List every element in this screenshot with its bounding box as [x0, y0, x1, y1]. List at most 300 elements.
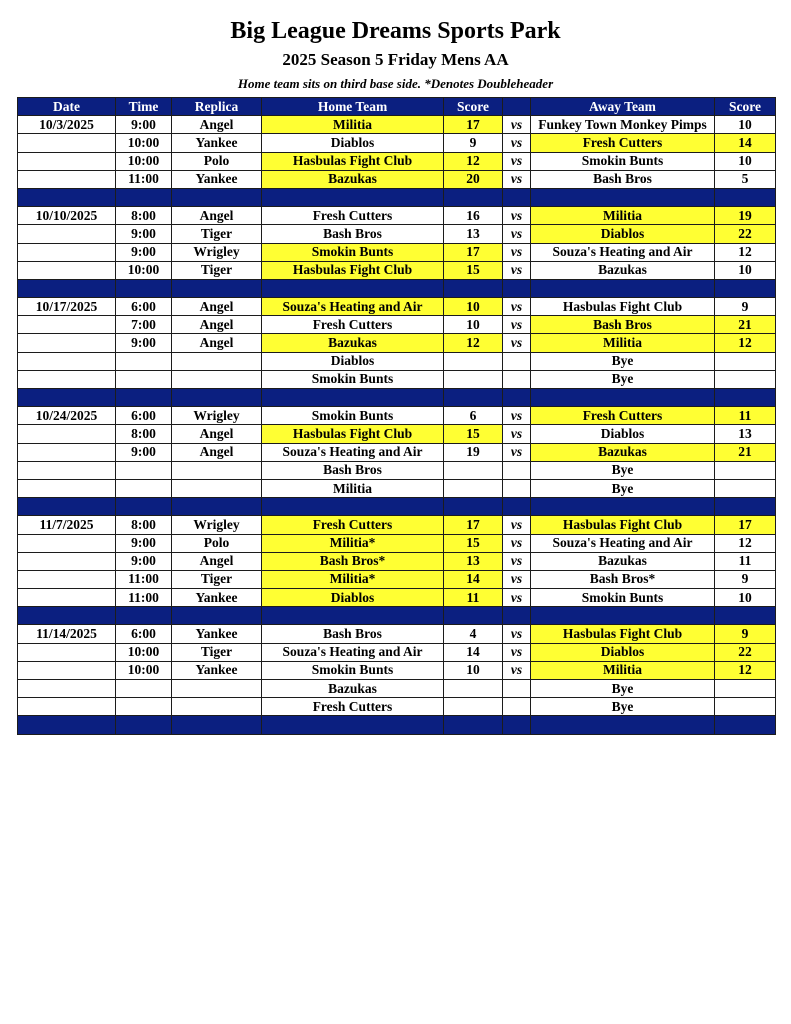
replica-cell: Angel	[172, 316, 262, 334]
separator-cell	[172, 716, 262, 734]
away-team-cell: Souza's Heating and Air	[531, 534, 715, 552]
time-cell: 11:00	[116, 570, 172, 588]
separator-cell	[116, 607, 172, 625]
separator-cell	[715, 188, 776, 206]
home-team-cell: Fresh Cutters	[262, 207, 444, 225]
separator-cell	[18, 607, 116, 625]
table-row	[18, 516, 776, 534]
week-separator-row	[18, 498, 776, 516]
away-team-cell: Bye	[531, 461, 715, 479]
home-score-cell: 4	[444, 625, 503, 643]
table-row	[18, 625, 776, 643]
away-team-cell: Souza's Heating and Air	[531, 243, 715, 261]
vs-cell	[503, 680, 531, 698]
col-header-date: Date	[18, 98, 116, 116]
vs-cell: vs	[503, 225, 531, 243]
replica-cell: Angel	[172, 443, 262, 461]
week-separator-row	[18, 279, 776, 297]
home-team-cell: Smokin Bunts	[262, 407, 444, 425]
replica-cell	[172, 698, 262, 716]
separator-cell	[18, 188, 116, 206]
replica-cell: Polo	[172, 152, 262, 170]
vs-cell: vs	[503, 261, 531, 279]
separator-cell	[715, 389, 776, 407]
home-team-cell: Diablos	[262, 589, 444, 607]
away-score-cell: 13	[715, 425, 776, 443]
vs-cell: vs	[503, 116, 531, 134]
away-team-cell: Militia	[531, 661, 715, 679]
date-cell: 10/10/2025	[18, 207, 116, 225]
date-cell: 10/24/2025	[18, 407, 116, 425]
replica-cell: Wrigley	[172, 516, 262, 534]
separator-cell	[262, 498, 444, 516]
table-row	[18, 425, 776, 443]
table-row	[18, 152, 776, 170]
time-cell: 8:00	[116, 516, 172, 534]
home-score-cell: 16	[444, 207, 503, 225]
page-subtitle: 2025 Season 5 Friday Mens AA	[282, 50, 509, 69]
away-team-cell: Diablos	[531, 643, 715, 661]
away-score-cell: 12	[715, 334, 776, 352]
time-cell: 9:00	[116, 334, 172, 352]
separator-cell	[444, 389, 503, 407]
away-score-cell	[715, 352, 776, 370]
separator-cell	[116, 389, 172, 407]
date-cell	[18, 443, 116, 461]
time-cell: 9:00	[116, 243, 172, 261]
date-cell	[18, 334, 116, 352]
separator-cell	[715, 716, 776, 734]
table-row	[18, 698, 776, 716]
home-score-cell: 19	[444, 443, 503, 461]
home-score-cell: 14	[444, 643, 503, 661]
away-score-cell: 14	[715, 134, 776, 152]
table-header-row	[18, 98, 776, 116]
separator-cell	[172, 498, 262, 516]
date-cell	[18, 425, 116, 443]
away-team-cell: Bazukas	[531, 443, 715, 461]
away-team-cell: Smokin Bunts	[531, 152, 715, 170]
replica-cell: Angel	[172, 116, 262, 134]
separator-cell	[503, 498, 531, 516]
home-team-cell: Bazukas	[262, 680, 444, 698]
col-header-replica: Replica	[172, 98, 262, 116]
time-cell	[116, 680, 172, 698]
home-score-cell: 6	[444, 407, 503, 425]
separator-cell	[18, 498, 116, 516]
home-score-cell: 10	[444, 298, 503, 316]
home-score-cell: 10	[444, 316, 503, 334]
separator-cell	[715, 498, 776, 516]
home-team-cell: Souza's Heating and Air	[262, 443, 444, 461]
replica-cell: Yankee	[172, 170, 262, 188]
replica-cell	[172, 370, 262, 388]
separator-cell	[116, 188, 172, 206]
time-cell: 10:00	[116, 643, 172, 661]
away-team-cell: Bazukas	[531, 261, 715, 279]
date-cell	[18, 461, 116, 479]
time-cell: 10:00	[116, 152, 172, 170]
separator-cell	[262, 716, 444, 734]
replica-cell	[172, 680, 262, 698]
home-team-cell: Bash Bros	[262, 461, 444, 479]
time-cell: 8:00	[116, 207, 172, 225]
replica-cell: Wrigley	[172, 407, 262, 425]
home-score-cell: 17	[444, 243, 503, 261]
vs-cell: vs	[503, 152, 531, 170]
away-team-cell: Hasbulas Fight Club	[531, 625, 715, 643]
replica-cell: Yankee	[172, 661, 262, 679]
away-score-cell: 10	[715, 261, 776, 279]
away-team-cell: Funkey Town Monkey Pimps	[531, 116, 715, 134]
replica-cell: Tiger	[172, 570, 262, 588]
time-cell: 9:00	[116, 552, 172, 570]
home-score-cell: 17	[444, 116, 503, 134]
separator-cell	[444, 498, 503, 516]
separator-cell	[444, 716, 503, 734]
away-score-cell: 22	[715, 225, 776, 243]
col-header-away-team: Away Team	[531, 98, 715, 116]
page-note: Home team sits on third base side. *Denotes Doubleheader	[237, 76, 554, 91]
home-team-cell: Souza's Heating and Air	[262, 298, 444, 316]
home-team-cell: Bash Bros	[262, 225, 444, 243]
separator-cell	[116, 498, 172, 516]
replica-cell	[172, 352, 262, 370]
away-team-cell: Bye	[531, 479, 715, 497]
away-score-cell: 12	[715, 534, 776, 552]
schedule-table	[17, 97, 776, 735]
vs-cell	[503, 370, 531, 388]
table-row	[18, 243, 776, 261]
away-score-cell: 10	[715, 589, 776, 607]
home-score-cell: 15	[444, 534, 503, 552]
time-cell: 6:00	[116, 407, 172, 425]
table-row	[18, 170, 776, 188]
separator-cell	[531, 279, 715, 297]
away-score-cell: 12	[715, 243, 776, 261]
home-team-cell: Militia*	[262, 570, 444, 588]
home-team-cell: Fresh Cutters	[262, 698, 444, 716]
vs-cell: vs	[503, 207, 531, 225]
time-cell: 10:00	[116, 134, 172, 152]
separator-cell	[172, 607, 262, 625]
time-cell	[116, 698, 172, 716]
separator-cell	[18, 716, 116, 734]
away-score-cell: 12	[715, 661, 776, 679]
home-team-cell: Souza's Heating and Air	[262, 643, 444, 661]
separator-cell	[172, 389, 262, 407]
replica-cell: Angel	[172, 334, 262, 352]
away-team-cell: Hasbulas Fight Club	[531, 298, 715, 316]
table-row	[18, 370, 776, 388]
week-separator-row	[18, 188, 776, 206]
home-team-cell: Militia*	[262, 534, 444, 552]
table-row	[18, 643, 776, 661]
home-score-cell: 13	[444, 552, 503, 570]
vs-cell: vs	[503, 516, 531, 534]
date-cell	[18, 316, 116, 334]
col-header-time: Time	[116, 98, 172, 116]
home-score-cell	[444, 370, 503, 388]
week-separator-row	[18, 716, 776, 734]
separator-cell	[531, 607, 715, 625]
away-score-cell: 10	[715, 152, 776, 170]
vs-cell: vs	[503, 134, 531, 152]
separator-cell	[262, 389, 444, 407]
table-row	[18, 116, 776, 134]
separator-cell	[172, 279, 262, 297]
time-cell: 11:00	[116, 589, 172, 607]
vs-cell: vs	[503, 407, 531, 425]
home-team-cell: Diablos	[262, 134, 444, 152]
separator-cell	[444, 188, 503, 206]
replica-cell: Polo	[172, 534, 262, 552]
replica-cell: Angel	[172, 207, 262, 225]
date-cell	[18, 534, 116, 552]
vs-cell	[503, 461, 531, 479]
vs-cell: vs	[503, 589, 531, 607]
home-score-cell: 15	[444, 261, 503, 279]
away-score-cell: 21	[715, 316, 776, 334]
date-cell	[18, 570, 116, 588]
replica-cell: Angel	[172, 298, 262, 316]
schedule-body	[18, 116, 776, 734]
away-score-cell: 19	[715, 207, 776, 225]
home-team-cell: Militia	[262, 116, 444, 134]
time-cell: 9:00	[116, 443, 172, 461]
date-cell	[18, 370, 116, 388]
separator-cell	[531, 389, 715, 407]
vs-cell	[503, 698, 531, 716]
away-score-cell: 17	[715, 516, 776, 534]
table-row	[18, 461, 776, 479]
replica-cell: Angel	[172, 425, 262, 443]
date-cell: 11/7/2025	[18, 516, 116, 534]
replica-cell: Angel	[172, 552, 262, 570]
away-score-cell	[715, 461, 776, 479]
separator-cell	[262, 607, 444, 625]
col-header-away-score: Score	[715, 98, 776, 116]
date-cell	[18, 261, 116, 279]
separator-cell	[262, 188, 444, 206]
vs-cell: vs	[503, 661, 531, 679]
separator-cell	[531, 498, 715, 516]
away-team-cell: Bye	[531, 370, 715, 388]
vs-cell: vs	[503, 170, 531, 188]
table-row	[18, 443, 776, 461]
replica-cell	[172, 461, 262, 479]
home-score-cell: 9	[444, 134, 503, 152]
home-score-cell: 20	[444, 170, 503, 188]
date-cell	[18, 661, 116, 679]
away-score-cell: 9	[715, 298, 776, 316]
date-cell	[18, 243, 116, 261]
home-team-cell: Smokin Bunts	[262, 243, 444, 261]
vs-cell: vs	[503, 298, 531, 316]
col-header-vs	[503, 98, 531, 116]
home-score-cell	[444, 698, 503, 716]
home-team-cell: Bash Bros	[262, 625, 444, 643]
home-score-cell	[444, 479, 503, 497]
table-row	[18, 207, 776, 225]
table-row	[18, 334, 776, 352]
separator-cell	[444, 279, 503, 297]
col-header-home-score: Score	[444, 98, 503, 116]
table-row	[18, 225, 776, 243]
date-cell	[18, 589, 116, 607]
replica-cell: Wrigley	[172, 243, 262, 261]
away-score-cell: 9	[715, 625, 776, 643]
separator-cell	[503, 389, 531, 407]
separator-cell	[531, 188, 715, 206]
time-cell	[116, 479, 172, 497]
date-cell: 10/3/2025	[18, 116, 116, 134]
away-score-cell: 9	[715, 570, 776, 588]
time-cell	[116, 461, 172, 479]
away-score-cell	[715, 370, 776, 388]
away-team-cell: Militia	[531, 334, 715, 352]
date-cell	[18, 152, 116, 170]
separator-cell	[503, 607, 531, 625]
vs-cell: vs	[503, 316, 531, 334]
vs-cell	[503, 479, 531, 497]
home-team-cell: Bazukas	[262, 334, 444, 352]
vs-cell: vs	[503, 334, 531, 352]
table-row	[18, 407, 776, 425]
away-team-cell: Bash Bros*	[531, 570, 715, 588]
vs-cell	[503, 352, 531, 370]
separator-cell	[444, 607, 503, 625]
away-team-cell: Bash Bros	[531, 316, 715, 334]
away-score-cell: 11	[715, 407, 776, 425]
week-separator-row	[18, 389, 776, 407]
time-cell: 7:00	[116, 316, 172, 334]
separator-cell	[116, 716, 172, 734]
replica-cell: Yankee	[172, 625, 262, 643]
away-team-cell: Fresh Cutters	[531, 134, 715, 152]
time-cell	[116, 370, 172, 388]
away-score-cell: 11	[715, 552, 776, 570]
home-score-cell	[444, 680, 503, 698]
away-team-cell: Bye	[531, 680, 715, 698]
away-team-cell: Bazukas	[531, 552, 715, 570]
time-cell: 9:00	[116, 116, 172, 134]
date-cell: 11/14/2025	[18, 625, 116, 643]
separator-cell	[18, 389, 116, 407]
away-score-cell	[715, 479, 776, 497]
time-cell: 8:00	[116, 425, 172, 443]
date-cell: 10/17/2025	[18, 298, 116, 316]
date-cell	[18, 680, 116, 698]
table-row	[18, 261, 776, 279]
home-team-cell: Smokin Bunts	[262, 370, 444, 388]
home-team-cell: Hasbulas Fight Club	[262, 425, 444, 443]
separator-cell	[116, 279, 172, 297]
away-score-cell	[715, 698, 776, 716]
replica-cell: Tiger	[172, 261, 262, 279]
table-row	[18, 316, 776, 334]
home-team-cell: Bazukas	[262, 170, 444, 188]
replica-cell: Yankee	[172, 134, 262, 152]
home-score-cell: 13	[444, 225, 503, 243]
home-team-cell: Fresh Cutters	[262, 316, 444, 334]
home-score-cell: 10	[444, 661, 503, 679]
home-score-cell: 17	[444, 516, 503, 534]
separator-cell	[503, 279, 531, 297]
away-score-cell: 5	[715, 170, 776, 188]
date-cell	[18, 134, 116, 152]
vs-cell: vs	[503, 625, 531, 643]
table-row	[18, 352, 776, 370]
vs-cell: vs	[503, 534, 531, 552]
table-row	[18, 570, 776, 588]
table-row	[18, 479, 776, 497]
away-score-cell: 21	[715, 443, 776, 461]
away-team-cell: Diablos	[531, 425, 715, 443]
away-team-cell: Fresh Cutters	[531, 407, 715, 425]
home-team-cell: Fresh Cutters	[262, 516, 444, 534]
time-cell: 10:00	[116, 261, 172, 279]
separator-cell	[18, 279, 116, 297]
home-score-cell: 11	[444, 589, 503, 607]
vs-cell: vs	[503, 570, 531, 588]
home-team-cell: Bash Bros*	[262, 552, 444, 570]
away-score-cell: 10	[715, 116, 776, 134]
date-cell	[18, 352, 116, 370]
time-cell: 6:00	[116, 298, 172, 316]
away-team-cell: Bash Bros	[531, 170, 715, 188]
col-header-home-team: Home Team	[262, 98, 444, 116]
separator-cell	[172, 188, 262, 206]
time-cell: 11:00	[116, 170, 172, 188]
home-score-cell	[444, 461, 503, 479]
date-cell	[18, 225, 116, 243]
vs-cell: vs	[503, 643, 531, 661]
home-score-cell: 12	[444, 152, 503, 170]
time-cell: 9:00	[116, 534, 172, 552]
away-score-cell: 22	[715, 643, 776, 661]
vs-cell: vs	[503, 243, 531, 261]
replica-cell: Yankee	[172, 589, 262, 607]
away-team-cell: Hasbulas Fight Club	[531, 516, 715, 534]
separator-cell	[262, 279, 444, 297]
away-score-cell	[715, 680, 776, 698]
replica-cell	[172, 479, 262, 497]
separator-cell	[503, 716, 531, 734]
date-cell	[18, 479, 116, 497]
date-cell	[18, 643, 116, 661]
vs-cell: vs	[503, 425, 531, 443]
table-row	[18, 661, 776, 679]
home-team-cell: Smokin Bunts	[262, 661, 444, 679]
vs-cell: vs	[503, 552, 531, 570]
away-team-cell: Bye	[531, 698, 715, 716]
table-row	[18, 134, 776, 152]
table-row	[18, 298, 776, 316]
week-separator-row	[18, 607, 776, 625]
separator-cell	[531, 716, 715, 734]
separator-cell	[715, 607, 776, 625]
home-team-cell: Diablos	[262, 352, 444, 370]
date-cell	[18, 170, 116, 188]
home-team-cell: Hasbulas Fight Club	[262, 261, 444, 279]
home-team-cell: Hasbulas Fight Club	[262, 152, 444, 170]
home-score-cell	[444, 352, 503, 370]
replica-cell: Tiger	[172, 225, 262, 243]
home-score-cell: 15	[444, 425, 503, 443]
home-team-cell: Militia	[262, 479, 444, 497]
away-team-cell: Bye	[531, 352, 715, 370]
